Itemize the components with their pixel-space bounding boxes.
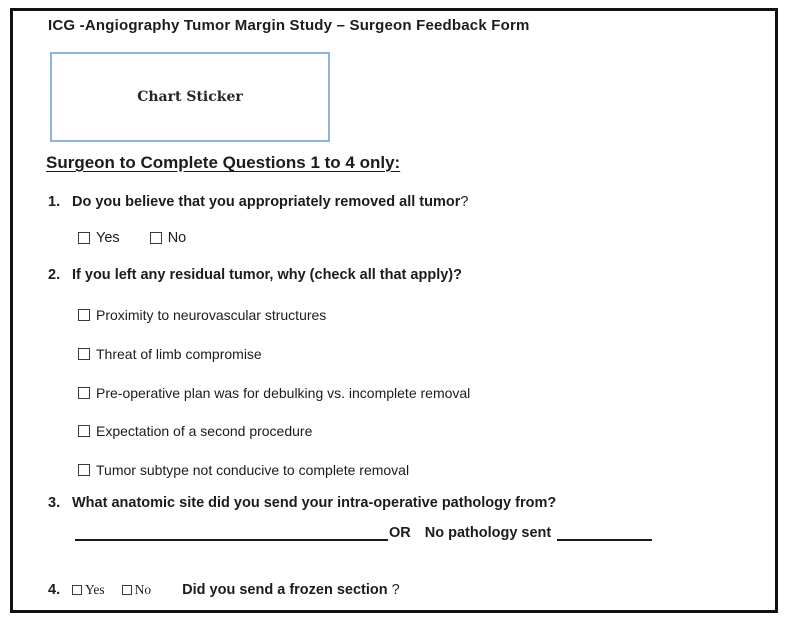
q1-choice-yes[interactable]: [78, 230, 120, 246]
question-4-suffix: ?: [391, 582, 400, 598]
q4-no-checkbox[interactable]: [122, 585, 132, 595]
q2-option-2-checkbox[interactable]: [78, 348, 90, 360]
q2-option-1-label: Proximity to neurovascular structures: [96, 307, 327, 323]
q2-option-5-label: Tumor subtype not conducive to complete removal: [96, 462, 410, 478]
question-4: [48, 582, 400, 598]
q4-choice-yes[interactable]: [72, 582, 105, 598]
q2-option-5-checkbox[interactable]: [78, 464, 90, 476]
no-pathology-label: No pathology sent: [424, 525, 552, 541]
q1-yes-checkbox[interactable]: [78, 232, 90, 244]
section-heading: Surgeon to Complete Questions 1 to 4 only:: [46, 153, 401, 172]
question-1-text: Do you believe that you appropriately removed all tumor: [72, 194, 461, 210]
question-1-suffix: ?: [460, 194, 469, 210]
question-4-text: Did you send a frozen section: [182, 582, 388, 598]
q2-option-4[interactable]: [78, 423, 312, 439]
q2-option-3[interactable]: [78, 385, 470, 401]
question-3-answer-row: [75, 524, 652, 543]
q4-yes-label: Yes: [85, 582, 105, 597]
q1-choice-no[interactable]: [150, 230, 187, 246]
anatomic-site-blank-field[interactable]: [75, 524, 388, 541]
or-label: OR: [389, 525, 411, 541]
question-4-number: 4.: [48, 582, 61, 598]
question-1-number: 1.: [48, 194, 61, 210]
question-1-choices: [78, 230, 212, 248]
q1-yes-label: Yes: [96, 230, 120, 246]
q4-no-label: No: [134, 582, 152, 597]
no-pathology-blank-field[interactable]: [557, 524, 652, 541]
q2-option-3-checkbox[interactable]: [78, 387, 90, 399]
q2-option-3-label: Pre-operative plan was for debulking vs. incomplete removal: [96, 385, 471, 401]
question-3-number: 3.: [48, 495, 61, 511]
question-2-number: 2.: [48, 267, 61, 283]
q2-option-1[interactable]: [78, 307, 326, 323]
q2-option-1-checkbox[interactable]: [78, 309, 90, 321]
question-2-text: If you left any residual tumor, why (check all that apply)?: [72, 267, 462, 283]
q2-option-2[interactable]: [78, 346, 262, 362]
chart-sticker-label: Chart Sticker: [137, 89, 243, 105]
question-3-text: What anatomic site did you send your intra-operative pathology from?: [72, 495, 557, 511]
question-2: [48, 267, 462, 283]
q4-choice-no[interactable]: [122, 582, 152, 598]
q2-option-4-checkbox[interactable]: [78, 425, 90, 437]
q2-option-5[interactable]: [78, 462, 409, 478]
q2-option-2-label: Threat of limb compromise: [96, 346, 262, 362]
chart-sticker-box: [50, 52, 330, 142]
question-1: [48, 194, 468, 210]
form-title: ICG -Angiography Tumor Margin Study – Surgeon Feedback Form: [48, 17, 530, 34]
q2-option-4-label: Expectation of a second procedure: [96, 423, 313, 439]
question-3: [48, 495, 556, 511]
q1-no-label: No: [167, 230, 187, 246]
q4-yes-checkbox[interactable]: [72, 585, 82, 595]
q1-no-checkbox[interactable]: [150, 232, 162, 244]
